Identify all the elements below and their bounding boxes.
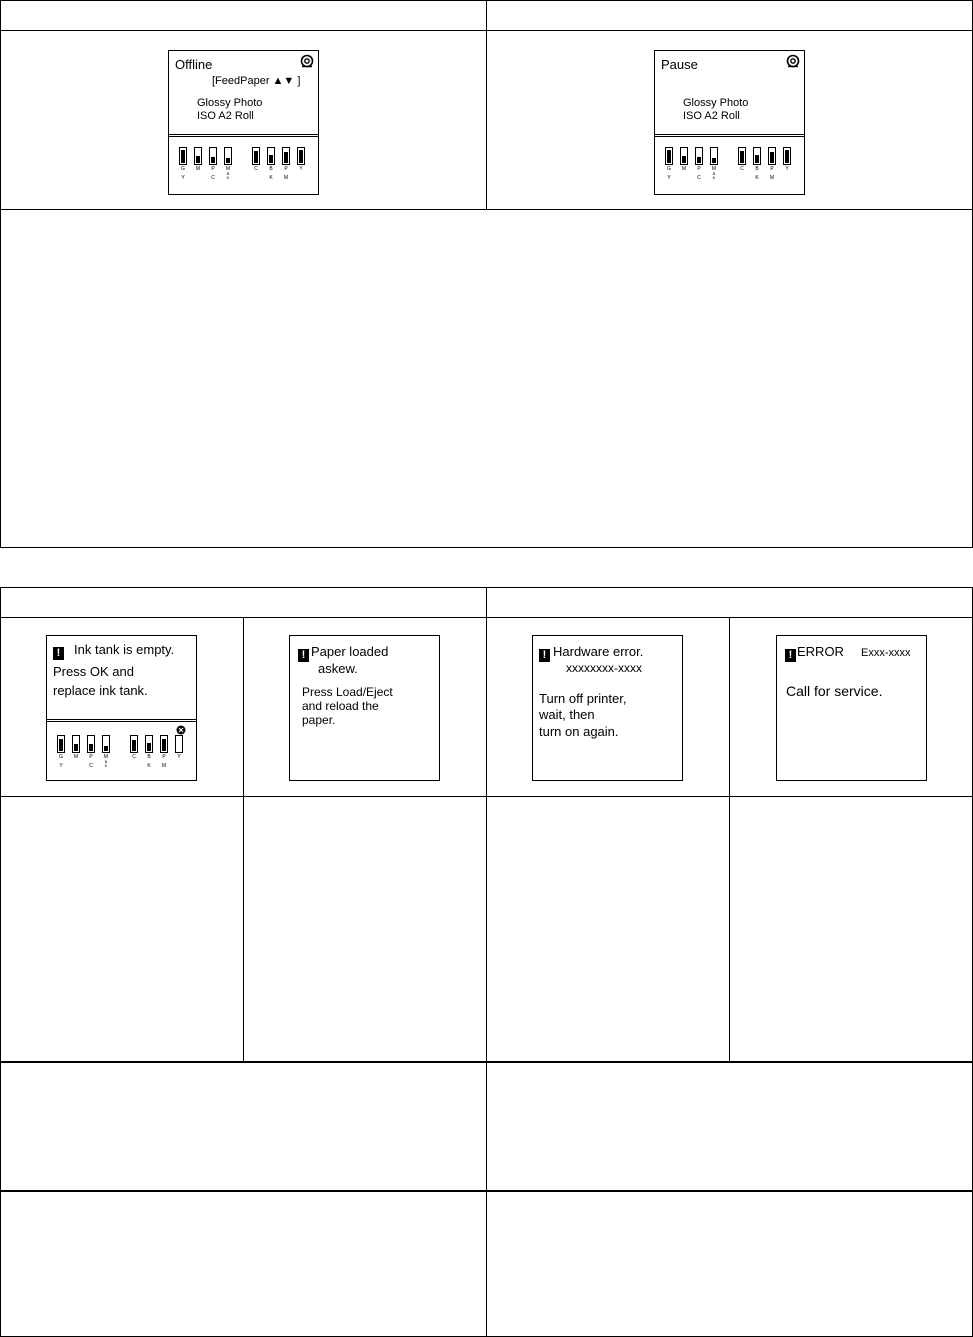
ink-label-bottom: K xyxy=(755,175,759,181)
ink-label-bottom: M xyxy=(161,763,167,769)
ink-label: M xyxy=(73,754,79,760)
message-line-3: Turn off printer, xyxy=(539,691,627,706)
ink-tank-gauge xyxy=(665,147,673,165)
ink-label-bottom: K xyxy=(147,763,151,769)
message-line-4: and reload the xyxy=(302,699,379,713)
ink-tank-gauge xyxy=(738,147,746,165)
ink-fill xyxy=(785,150,789,163)
ink-fill xyxy=(770,152,774,163)
ink-label: G xyxy=(667,166,671,172)
ink-tank-gauge xyxy=(160,735,168,753)
message-line-4: wait, then xyxy=(539,707,595,722)
ink-label-sub: B K xyxy=(104,759,108,768)
roll-paper-icon xyxy=(786,54,800,68)
ink-label-bottom: C xyxy=(211,175,215,181)
ink-fill xyxy=(132,740,136,751)
panel-title: Pause xyxy=(661,57,698,72)
ink-label-bottom: M xyxy=(283,175,289,181)
ink-fill xyxy=(284,152,288,163)
message-line-3: replace ink tank. xyxy=(53,683,148,698)
ink-fill xyxy=(226,158,230,163)
ink-fill xyxy=(697,157,701,163)
lcd-panel-error-service xyxy=(776,635,927,781)
ink-label: Y xyxy=(785,166,789,172)
ink-tank-gauge xyxy=(209,147,217,165)
ink-label: P xyxy=(284,166,288,172)
error-code: Exxx-xxxx xyxy=(861,647,911,659)
ink-label-bottom: Y xyxy=(59,763,63,769)
ink-fill xyxy=(74,744,78,751)
warning-icon: ! xyxy=(298,649,309,662)
message-line-5: turn on again. xyxy=(539,724,619,739)
ink-label: Y xyxy=(299,166,303,172)
ink-label: M xyxy=(225,166,231,172)
message-line-1: ! Hardware error. xyxy=(539,643,643,662)
ink-label: M xyxy=(711,166,717,172)
ink-label-bottom: Y xyxy=(667,175,671,181)
table-column-divider xyxy=(243,617,244,1062)
media-size: ISO A2 Roll xyxy=(683,110,740,122)
lcd-panel-hardware-error xyxy=(532,635,683,781)
ink-label-bottom: K xyxy=(269,175,273,181)
message-line-2: Call for service. xyxy=(786,683,883,699)
ink-fill xyxy=(104,746,108,751)
ink-label: P xyxy=(697,166,701,172)
table-row-divider xyxy=(0,209,973,210)
ink-fill xyxy=(147,743,151,751)
warning-icon: ! xyxy=(539,649,550,662)
ink-tank-gauge xyxy=(57,735,65,753)
ink-label: C xyxy=(740,166,744,172)
ink-label: M xyxy=(681,166,687,172)
ink-tank-gauge xyxy=(130,735,138,753)
ink-tank-gauge xyxy=(72,735,80,753)
ink-tank-gauge xyxy=(768,147,776,165)
ink-tank-gauge xyxy=(179,147,187,165)
message-line-1: ! ERROR xyxy=(785,643,844,662)
ink-tank-gauge xyxy=(145,735,153,753)
ink-label-bottom: C xyxy=(697,175,701,181)
message-line-2: Press OK and xyxy=(53,664,134,679)
ink-tank-gauge xyxy=(695,147,703,165)
ink-label-bottom: Y xyxy=(181,175,185,181)
ink-tank-gauge xyxy=(783,147,791,165)
ink-label: P xyxy=(211,166,215,172)
warning-icon: ! xyxy=(785,649,796,662)
ink-label-sub: B K xyxy=(226,171,230,180)
ink-fill xyxy=(269,155,273,163)
ink-tank-gauge xyxy=(753,147,761,165)
lcd-panel-paper-askew xyxy=(289,635,440,781)
ink-tank-gauge xyxy=(102,735,110,753)
ink-fill xyxy=(682,156,686,163)
ink-fill xyxy=(162,739,166,751)
panel-subtitle: [FeedPaper ▲▼ ] xyxy=(212,75,301,87)
panel-title: Offline xyxy=(175,57,213,72)
ink-label: B xyxy=(755,166,759,172)
ink-label: G xyxy=(181,166,185,172)
ink-label: P xyxy=(162,754,166,760)
ink-fill xyxy=(712,158,716,163)
ink-fill xyxy=(254,151,258,163)
ink-fill xyxy=(299,150,303,163)
panel-divider xyxy=(47,719,196,722)
media-size: ISO A2 Roll xyxy=(197,110,254,122)
media-type: Glossy Photo xyxy=(197,97,263,109)
ink-label: C xyxy=(132,754,136,760)
ink-tank-gauge xyxy=(175,735,183,753)
table-column-divider xyxy=(729,617,730,1062)
ink-label: M xyxy=(195,166,201,172)
warning-icon: ! xyxy=(53,647,64,660)
ink-label-sub: B K xyxy=(712,171,716,180)
message-line-2: askew. xyxy=(318,661,358,676)
ink-fill xyxy=(667,150,671,163)
ink-tank-gauge xyxy=(282,147,290,165)
ink-label: B xyxy=(147,754,151,760)
ink-tank-gauge xyxy=(194,147,202,165)
roll-paper-icon xyxy=(300,54,314,68)
ink-fill xyxy=(755,155,759,163)
table-column-divider xyxy=(486,587,487,1337)
ink-tank-gauge xyxy=(267,147,275,165)
ink-fill xyxy=(211,157,215,163)
x-circle-icon xyxy=(176,725,186,735)
ink-label: P xyxy=(89,754,93,760)
panel-divider xyxy=(169,134,318,137)
ink-label: M xyxy=(103,754,109,760)
ink-label: P xyxy=(770,166,774,172)
message-line-1: ! Ink tank is empty. xyxy=(53,641,174,660)
ink-tank-gauge xyxy=(680,147,688,165)
lcd-panel-pause xyxy=(654,50,805,195)
ink-tank-gauge xyxy=(224,147,232,165)
lcd-panel-ink-empty xyxy=(46,635,197,781)
ink-label: Y xyxy=(177,754,181,760)
message-line-3: Press Load/Eject xyxy=(302,685,393,699)
ink-fill xyxy=(59,739,63,751)
ink-fill xyxy=(89,744,93,751)
table-column-divider xyxy=(486,0,487,209)
ink-fill xyxy=(181,150,185,163)
ink-label: C xyxy=(254,166,258,172)
ink-tank-gauge xyxy=(87,735,95,753)
media-type: Glossy Photo xyxy=(683,97,749,109)
ink-label-bottom: M xyxy=(769,175,775,181)
ink-fill xyxy=(740,151,744,163)
ink-label: G xyxy=(59,754,63,760)
lcd-panel-offline xyxy=(168,50,319,195)
message-line-5: paper. xyxy=(302,713,336,727)
ink-tank-gauge xyxy=(297,147,305,165)
ink-label-bottom: C xyxy=(89,763,93,769)
ink-fill xyxy=(196,156,200,163)
ink-tank-gauge xyxy=(252,147,260,165)
error-code: xxxxxxxx-xxxx xyxy=(566,661,642,675)
message-line-1: ! Paper loaded xyxy=(298,643,388,662)
panel-divider xyxy=(655,134,804,137)
ink-tank-gauge xyxy=(710,147,718,165)
ink-label: B xyxy=(269,166,273,172)
